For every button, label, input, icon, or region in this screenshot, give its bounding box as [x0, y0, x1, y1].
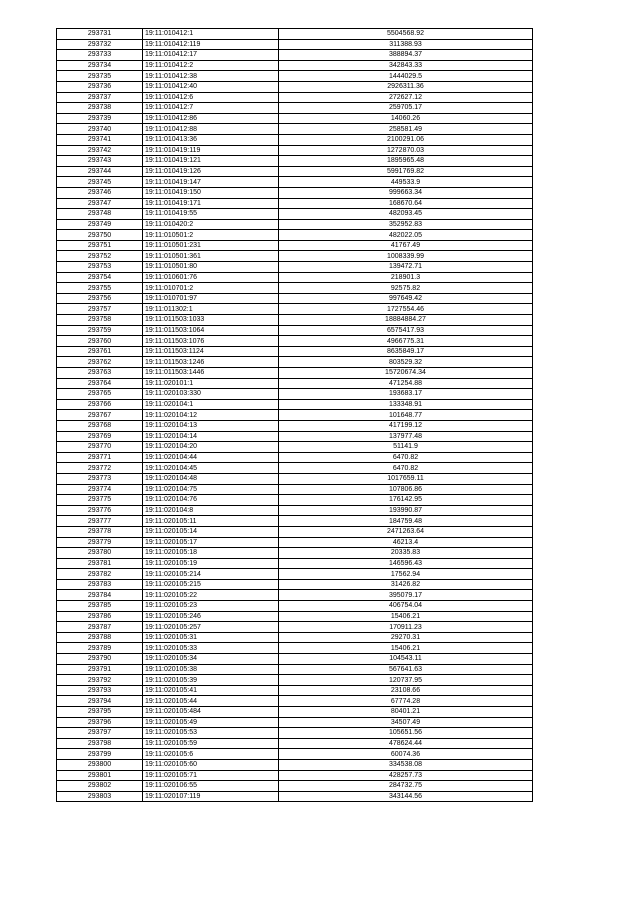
- row-id-cell: 293746: [57, 187, 143, 198]
- cadastral-number-cell: 19:11:020105:257: [143, 622, 279, 633]
- cadastral-number-cell: 19:11:011302:1: [143, 304, 279, 315]
- value-cell: 2471263.64: [279, 526, 533, 537]
- cadastral-number-cell: 19:11:020103:330: [143, 389, 279, 400]
- row-id-cell: 293744: [57, 166, 143, 177]
- value-cell: 17562.94: [279, 569, 533, 580]
- cadastral-number-cell: 19:11:010412:2: [143, 60, 279, 71]
- cadastral-number-cell: 19:11:010412:1: [143, 29, 279, 40]
- row-id-cell: 293785: [57, 601, 143, 612]
- cadastral-number-cell: 19:11:020101:1: [143, 378, 279, 389]
- value-cell: 803529.32: [279, 357, 533, 368]
- value-cell: 139472.71: [279, 262, 533, 273]
- value-cell: 2100291.06: [279, 134, 533, 145]
- table-row: [57, 124, 533, 135]
- cadastral-number-cell: 19:11:020105:17: [143, 537, 279, 548]
- row-id-cell: 293738: [57, 103, 143, 114]
- value-cell: 193683.17: [279, 389, 533, 400]
- value-cell: 8635849.17: [279, 346, 533, 357]
- value-cell: 4966775.31: [279, 336, 533, 347]
- table-row: [57, 548, 533, 559]
- row-id-cell: 293768: [57, 420, 143, 431]
- row-id-cell: 293782: [57, 569, 143, 580]
- row-id-cell: 293756: [57, 293, 143, 304]
- value-cell: 1272870.03: [279, 145, 533, 156]
- cadastral-number-cell: 19:11:020105:14: [143, 526, 279, 537]
- table-row: [57, 505, 533, 516]
- value-cell: 406754.04: [279, 601, 533, 612]
- cadastral-number-cell: 19:11:010419:126: [143, 166, 279, 177]
- cadastral-number-cell: 19:11:020105:53: [143, 728, 279, 739]
- row-id-cell: 293762: [57, 357, 143, 368]
- cadastral-number-cell: 19:11:020104:44: [143, 452, 279, 463]
- row-id-cell: 293800: [57, 759, 143, 770]
- table-row: [57, 113, 533, 124]
- row-id-cell: 293758: [57, 315, 143, 326]
- row-id-cell: 293802: [57, 781, 143, 792]
- table-row: [57, 272, 533, 283]
- row-id-cell: 293767: [57, 410, 143, 421]
- row-id-cell: 293741: [57, 134, 143, 145]
- row-id-cell: 293773: [57, 473, 143, 484]
- value-cell: 60074.36: [279, 749, 533, 760]
- value-cell: 6575417.93: [279, 325, 533, 336]
- row-id-cell: 293734: [57, 60, 143, 71]
- value-cell: 46213.4: [279, 537, 533, 548]
- row-id-cell: 293748: [57, 209, 143, 220]
- value-cell: 146596.43: [279, 558, 533, 569]
- cadastral-number-cell: 19:11:020105:41: [143, 685, 279, 696]
- cadastral-number-cell: 19:11:010501:361: [143, 251, 279, 262]
- cadastral-number-cell: 19:11:020104:8: [143, 505, 279, 516]
- value-cell: 67774.28: [279, 696, 533, 707]
- row-id-cell: 293754: [57, 272, 143, 283]
- cadastral-number-cell: 19:11:010412:38: [143, 71, 279, 82]
- cadastral-number-cell: 19:11:010419:147: [143, 177, 279, 188]
- table-row: [57, 293, 533, 304]
- cadastral-number-cell: 19:11:010412:6: [143, 92, 279, 103]
- value-cell: 5504568.92: [279, 29, 533, 40]
- cadastral-number-cell: 19:11:010501:80: [143, 262, 279, 273]
- value-cell: 1444029.5: [279, 71, 533, 82]
- table-row: [57, 452, 533, 463]
- table-row: [57, 717, 533, 728]
- table-row: [57, 495, 533, 506]
- table-row: [57, 187, 533, 198]
- value-cell: 1017659.11: [279, 473, 533, 484]
- value-cell: 6470.82: [279, 452, 533, 463]
- value-cell: 449533.9: [279, 177, 533, 188]
- table-row: [57, 579, 533, 590]
- table-row: [57, 707, 533, 718]
- cadastral-number-cell: 19:11:010419:171: [143, 198, 279, 209]
- cadastral-number-cell: 19:11:020107:119: [143, 791, 279, 802]
- cadastral-number-cell: 19:11:010701:97: [143, 293, 279, 304]
- table-row: [57, 410, 533, 421]
- value-cell: 343144.56: [279, 791, 533, 802]
- row-id-cell: 293775: [57, 495, 143, 506]
- value-cell: 284732.75: [279, 781, 533, 792]
- row-id-cell: 293747: [57, 198, 143, 209]
- table-row: [57, 198, 533, 209]
- value-cell: 388894.37: [279, 50, 533, 61]
- table-body: [57, 29, 533, 802]
- table-row: [57, 60, 533, 71]
- cadastral-number-cell: 19:11:020105:34: [143, 654, 279, 665]
- table-row: [57, 134, 533, 145]
- table-row: [57, 368, 533, 379]
- cadastral-number-cell: 19:11:020104:12: [143, 410, 279, 421]
- value-cell: 471254.88: [279, 378, 533, 389]
- table-row: [57, 39, 533, 50]
- row-id-cell: 293745: [57, 177, 143, 188]
- row-id-cell: 293749: [57, 219, 143, 230]
- value-cell: 1727554.46: [279, 304, 533, 315]
- value-cell: 184759.48: [279, 516, 533, 527]
- row-id-cell: 293780: [57, 548, 143, 559]
- row-id-cell: 293737: [57, 92, 143, 103]
- cadastral-number-cell: 19:11:010601:76: [143, 272, 279, 283]
- table-row: [57, 219, 533, 230]
- value-cell: 259705.17: [279, 103, 533, 114]
- cadastral-number-cell: 19:11:020105:22: [143, 590, 279, 601]
- row-id-cell: 293783: [57, 579, 143, 590]
- table-row: [57, 240, 533, 251]
- cadastral-number-cell: 19:11:020105:484: [143, 707, 279, 718]
- row-id-cell: 293751: [57, 240, 143, 251]
- value-cell: 342843.33: [279, 60, 533, 71]
- row-id-cell: 293790: [57, 654, 143, 665]
- table-row: [57, 590, 533, 601]
- table-row: [57, 558, 533, 569]
- row-id-cell: 293769: [57, 431, 143, 442]
- row-id-cell: 293757: [57, 304, 143, 315]
- row-id-cell: 293799: [57, 749, 143, 760]
- cadastral-number-cell: 19:11:020105:38: [143, 664, 279, 675]
- value-cell: 478624.44: [279, 738, 533, 749]
- cadastral-number-cell: 19:11:010419:121: [143, 156, 279, 167]
- table-row: [57, 791, 533, 802]
- row-id-cell: 293788: [57, 632, 143, 643]
- cadastral-number-cell: 19:11:020105:44: [143, 696, 279, 707]
- table-row: [57, 749, 533, 760]
- row-id-cell: 293770: [57, 442, 143, 453]
- table-row: [57, 336, 533, 347]
- table-row: [57, 770, 533, 781]
- table-row: [57, 230, 533, 241]
- cadastral-number-cell: 19:11:020105:246: [143, 611, 279, 622]
- row-id-cell: 293740: [57, 124, 143, 135]
- row-id-cell: 293798: [57, 738, 143, 749]
- row-id-cell: 293784: [57, 590, 143, 601]
- table-row: [57, 389, 533, 400]
- value-cell: 29270.31: [279, 632, 533, 643]
- cadastral-number-cell: 19:11:020104:1: [143, 399, 279, 410]
- cadastral-number-cell: 19:11:020104:20: [143, 442, 279, 453]
- value-cell: 92575.82: [279, 283, 533, 294]
- table-row: [57, 283, 533, 294]
- value-cell: 51141.9: [279, 442, 533, 453]
- cadastral-number-cell: 19:11:020105:71: [143, 770, 279, 781]
- cadastral-number-cell: 19:11:011503:1246: [143, 357, 279, 368]
- row-id-cell: 293789: [57, 643, 143, 654]
- cadastral-number-cell: 19:11:020104:13: [143, 420, 279, 431]
- value-cell: 272627.12: [279, 92, 533, 103]
- value-cell: 176142.95: [279, 495, 533, 506]
- value-cell: 18884884.27: [279, 315, 533, 326]
- row-id-cell: 293793: [57, 685, 143, 696]
- cadastral-number-cell: 19:11:010413:36: [143, 134, 279, 145]
- data-table: [56, 28, 533, 802]
- cadastral-number-cell: 19:11:010419:55: [143, 209, 279, 220]
- row-id-cell: 293786: [57, 611, 143, 622]
- cadastral-number-cell: 19:11:020105:6: [143, 749, 279, 760]
- table-row: [57, 569, 533, 580]
- cadastral-number-cell: 19:11:020105:215: [143, 579, 279, 590]
- cadastral-number-cell: 19:11:020105:19: [143, 558, 279, 569]
- table-row: [57, 728, 533, 739]
- table-row: [57, 654, 533, 665]
- table-row: [57, 378, 533, 389]
- cadastral-number-cell: 19:11:020106:55: [143, 781, 279, 792]
- value-cell: 101648.77: [279, 410, 533, 421]
- value-cell: 168670.64: [279, 198, 533, 209]
- table-row: [57, 304, 533, 315]
- cadastral-number-cell: 19:11:010501:2: [143, 230, 279, 241]
- cadastral-number-cell: 19:11:020105:23: [143, 601, 279, 612]
- value-cell: 15720674.34: [279, 368, 533, 379]
- cadastral-number-cell: 19:11:020105:33: [143, 643, 279, 654]
- value-cell: 23108.66: [279, 685, 533, 696]
- table-row: [57, 315, 533, 326]
- table-row: [57, 611, 533, 622]
- value-cell: 417199.12: [279, 420, 533, 431]
- value-cell: 31426.82: [279, 579, 533, 590]
- value-cell: 352952.83: [279, 219, 533, 230]
- value-cell: 218901.3: [279, 272, 533, 283]
- value-cell: 997649.42: [279, 293, 533, 304]
- row-id-cell: 293781: [57, 558, 143, 569]
- table-row: [57, 145, 533, 156]
- row-id-cell: 293803: [57, 791, 143, 802]
- table-row: [57, 442, 533, 453]
- cadastral-number-cell: 19:11:020104:48: [143, 473, 279, 484]
- value-cell: 80401.21: [279, 707, 533, 718]
- cadastral-number-cell: 19:11:010419:119: [143, 145, 279, 156]
- value-cell: 15406.21: [279, 643, 533, 654]
- value-cell: 395079.17: [279, 590, 533, 601]
- row-id-cell: 293771: [57, 452, 143, 463]
- table-row: [57, 675, 533, 686]
- row-id-cell: 293774: [57, 484, 143, 495]
- value-cell: 482093.45: [279, 209, 533, 220]
- value-cell: 133348.91: [279, 399, 533, 410]
- row-id-cell: 293742: [57, 145, 143, 156]
- cadastral-number-cell: 19:11:020105:59: [143, 738, 279, 749]
- table-row: [57, 664, 533, 675]
- row-id-cell: 293797: [57, 728, 143, 739]
- table-row: [57, 262, 533, 273]
- value-cell: 6470.82: [279, 463, 533, 474]
- cadastral-number-cell: 19:11:010701:2: [143, 283, 279, 294]
- table-row: [57, 357, 533, 368]
- row-id-cell: 293752: [57, 251, 143, 262]
- cadastral-number-cell: 19:11:011503:1064: [143, 325, 279, 336]
- table-row: [57, 399, 533, 410]
- value-cell: 105651.56: [279, 728, 533, 739]
- row-id-cell: 293772: [57, 463, 143, 474]
- table-row: [57, 156, 533, 167]
- row-id-cell: 293733: [57, 50, 143, 61]
- cadastral-number-cell: 19:11:020105:18: [143, 548, 279, 559]
- table-row: [57, 601, 533, 612]
- table-row: [57, 209, 533, 220]
- row-id-cell: 293763: [57, 368, 143, 379]
- value-cell: 428257.73: [279, 770, 533, 781]
- table-row: [57, 431, 533, 442]
- value-cell: 999663.34: [279, 187, 533, 198]
- cadastral-number-cell: 19:11:020104:45: [143, 463, 279, 474]
- row-id-cell: 293776: [57, 505, 143, 516]
- value-cell: 107806.86: [279, 484, 533, 495]
- value-cell: 120737.95: [279, 675, 533, 686]
- row-id-cell: 293760: [57, 336, 143, 347]
- table-row: [57, 325, 533, 336]
- table-row: [57, 622, 533, 633]
- table-row: [57, 526, 533, 537]
- value-cell: 567641.63: [279, 664, 533, 675]
- row-id-cell: 293765: [57, 389, 143, 400]
- table-row: [57, 632, 533, 643]
- cadastral-number-cell: 19:11:011503:1446: [143, 368, 279, 379]
- cadastral-number-cell: 19:11:020105:11: [143, 516, 279, 527]
- cadastral-number-cell: 19:11:010412:88: [143, 124, 279, 135]
- cadastral-number-cell: 19:11:011503:1033: [143, 315, 279, 326]
- value-cell: 258581.49: [279, 124, 533, 135]
- cadastral-number-cell: 19:11:020104:76: [143, 495, 279, 506]
- row-id-cell: 293794: [57, 696, 143, 707]
- row-id-cell: 293750: [57, 230, 143, 241]
- value-cell: 104543.11: [279, 654, 533, 665]
- table-row: [57, 81, 533, 92]
- row-id-cell: 293779: [57, 537, 143, 548]
- cadastral-number-cell: 19:11:010412:7: [143, 103, 279, 114]
- cadastral-number-cell: 19:11:010412:40: [143, 81, 279, 92]
- row-id-cell: 293731: [57, 29, 143, 40]
- row-id-cell: 293761: [57, 346, 143, 357]
- table-row: [57, 346, 533, 357]
- value-cell: 170911.23: [279, 622, 533, 633]
- value-cell: 20335.83: [279, 548, 533, 559]
- value-cell: 14060.26: [279, 113, 533, 124]
- row-id-cell: 293796: [57, 717, 143, 728]
- value-cell: 1008339.99: [279, 251, 533, 262]
- row-id-cell: 293766: [57, 399, 143, 410]
- table-row: [57, 537, 533, 548]
- table-row: [57, 516, 533, 527]
- table-row: [57, 50, 533, 61]
- row-id-cell: 293743: [57, 156, 143, 167]
- row-id-cell: 293792: [57, 675, 143, 686]
- cadastral-number-cell: 19:11:020105:60: [143, 759, 279, 770]
- table-row: [57, 738, 533, 749]
- row-id-cell: 293739: [57, 113, 143, 124]
- value-cell: 34507.49: [279, 717, 533, 728]
- cadastral-number-cell: 19:11:020104:14: [143, 431, 279, 442]
- table-row: [57, 29, 533, 40]
- row-id-cell: 293759: [57, 325, 143, 336]
- row-id-cell: 293753: [57, 262, 143, 273]
- value-cell: 482022.05: [279, 230, 533, 241]
- table-row: [57, 473, 533, 484]
- row-id-cell: 293735: [57, 71, 143, 82]
- row-id-cell: 293778: [57, 526, 143, 537]
- table-row: [57, 251, 533, 262]
- row-id-cell: 293801: [57, 770, 143, 781]
- table-row: [57, 643, 533, 654]
- cadastral-number-cell: 19:11:011503:1124: [143, 346, 279, 357]
- cadastral-number-cell: 19:11:020104:75: [143, 484, 279, 495]
- row-id-cell: 293787: [57, 622, 143, 633]
- row-id-cell: 293736: [57, 81, 143, 92]
- value-cell: 15406.21: [279, 611, 533, 622]
- table-row: [57, 177, 533, 188]
- table-row: [57, 685, 533, 696]
- table-row: [57, 696, 533, 707]
- row-id-cell: 293764: [57, 378, 143, 389]
- cadastral-number-cell: 19:11:010420:2: [143, 219, 279, 230]
- value-cell: 137977.48: [279, 431, 533, 442]
- cadastral-number-cell: 19:11:020105:214: [143, 569, 279, 580]
- row-id-cell: 293795: [57, 707, 143, 718]
- cadastral-number-cell: 19:11:020105:39: [143, 675, 279, 686]
- value-cell: 5991769.82: [279, 166, 533, 177]
- table-row: [57, 484, 533, 495]
- value-cell: 193990.87: [279, 505, 533, 516]
- table-row: [57, 463, 533, 474]
- cadastral-number-cell: 19:11:010412:119: [143, 39, 279, 50]
- row-id-cell: 293755: [57, 283, 143, 294]
- cadastral-number-cell: 19:11:020105:31: [143, 632, 279, 643]
- table-row: [57, 103, 533, 114]
- value-cell: 311388.93: [279, 39, 533, 50]
- cadastral-number-cell: 19:11:010501:231: [143, 240, 279, 251]
- table-row: [57, 781, 533, 792]
- cadastral-number-cell: 19:11:020105:49: [143, 717, 279, 728]
- value-cell: 1895965.48: [279, 156, 533, 167]
- table-row: [57, 71, 533, 82]
- row-id-cell: 293791: [57, 664, 143, 675]
- table-row: [57, 92, 533, 103]
- value-cell: 2926311.36: [279, 81, 533, 92]
- cadastral-number-cell: 19:11:010419:150: [143, 187, 279, 198]
- row-id-cell: 293732: [57, 39, 143, 50]
- row-id-cell: 293777: [57, 516, 143, 527]
- table-row: [57, 166, 533, 177]
- cadastral-number-cell: 19:11:010412:17: [143, 50, 279, 61]
- table-row: [57, 759, 533, 770]
- value-cell: 41767.49: [279, 240, 533, 251]
- cadastral-number-cell: 19:11:011503:1076: [143, 336, 279, 347]
- table-row: [57, 420, 533, 431]
- cadastral-number-cell: 19:11:010412:86: [143, 113, 279, 124]
- value-cell: 334538.08: [279, 759, 533, 770]
